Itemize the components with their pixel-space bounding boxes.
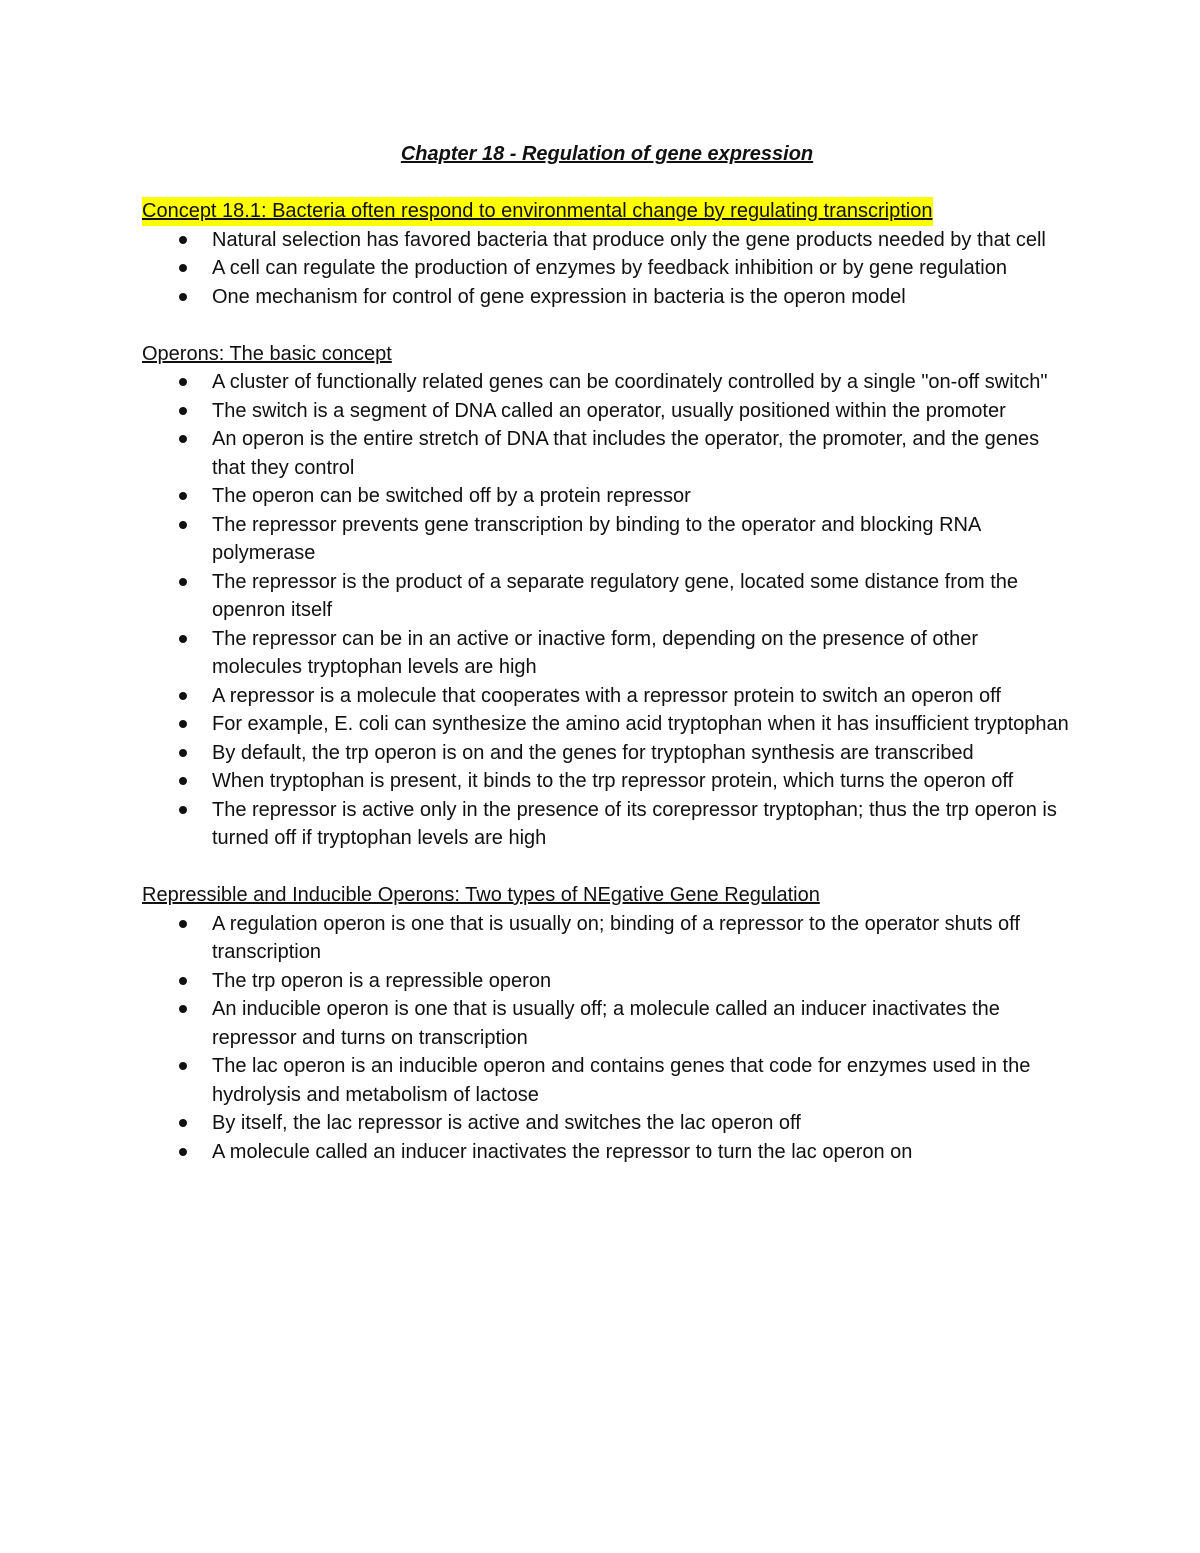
bullet-icon — [179, 777, 187, 785]
section-heading: Repressible and Inducible Operons: Two types of NEgative Gene Regulation — [142, 884, 820, 906]
bullet-icon — [179, 720, 187, 728]
list-item-text: The switch is a segment of DNA called an operator, usually positioned within the promoter — [212, 399, 1006, 422]
bullet-icon — [179, 435, 187, 443]
bullet-icon — [179, 492, 187, 500]
list-item — [142, 511, 1072, 568]
list-item — [142, 283, 1072, 312]
section-heading: Concept 18.1: Bacteria often respond to environmental change by regulating transcription — [142, 197, 933, 226]
list-item — [142, 967, 1072, 996]
list-item — [142, 710, 1072, 739]
list-item-text: A cell can regulate the production of enzymes by feedback inhibition or by gene regulation — [212, 257, 1007, 279]
list-item-text: A regulation operon is one that is usually on; binding of a repressor to the operator shuts off transcription — [212, 912, 1020, 963]
list-item-text: A repressor is a molecule that cooperates with a repressor protein to switch an operon off — [212, 684, 1001, 707]
document-title: Chapter 18 - Regulation of gene expression — [400, 143, 814, 165]
list-item — [142, 682, 1072, 711]
bullet-icon — [179, 264, 187, 272]
list-item-text: The lac operon is an inducible operon and contains genes that code for enzymes used in the hydrolysis and metabolism of lactose — [212, 1055, 1031, 1106]
bullet-icon — [179, 578, 187, 586]
list-item-text: The repressor prevents gene transcription by binding to the operator and blocking RNA polymerase — [212, 513, 981, 564]
list-item — [142, 368, 1072, 397]
bullet-icon — [179, 293, 187, 301]
list-item-text: When tryptophan is present, it binds to the trp repressor protein, which turns the operon off — [212, 770, 1014, 792]
list-item — [142, 625, 1072, 682]
list-item-text: By default, the trp operon is on and the genes for tryptophan synthesis are transcribed — [212, 741, 974, 764]
list-item-text: By itself, the lac repressor is active and switches the lac operon off — [212, 1112, 801, 1134]
bullet-icon — [179, 1148, 187, 1156]
list-item-text: A molecule called an inducer inactivates the repressor to turn the lac operon on — [212, 1140, 913, 1163]
section-heading: Operons: The basic concept — [142, 342, 392, 365]
list-item-text: The repressor is active only in the presence of its corepressor tryptophan; thus the trp operon is turned off if tryptophan levels are high — [212, 798, 1057, 849]
list-item — [142, 739, 1072, 768]
list-item — [142, 568, 1072, 625]
bullet-icon — [179, 692, 187, 700]
list-item — [142, 767, 1072, 796]
list-item-text: Natural selection has favored bacteria that produce only the gene products needed by that cell — [212, 228, 1046, 251]
bullet-icon — [179, 1005, 187, 1013]
list-item-text: An operon is the entire stretch of DNA that includes the operator, the promoter, and the genes that they control — [212, 428, 1040, 479]
bullet-icon — [179, 1062, 187, 1070]
list-item-text: One mechanism for control of gene expression in bacteria is the operon model — [212, 285, 906, 308]
list-item — [142, 397, 1072, 426]
bullet-icon — [179, 407, 187, 415]
section — [142, 197, 1072, 311]
section — [142, 881, 1072, 1166]
list-item-text: A cluster of functionally related genes can be coordinately controlled by a single "on-off switch" — [212, 371, 1048, 393]
bullet-icon — [179, 920, 187, 928]
list-item — [142, 482, 1072, 511]
list-item-text: An inducible operon is one that is usually off; a molecule called an inducer inactivates the repressor and turns on transcription — [212, 998, 1000, 1049]
list-item-text: The trp operon is a repressible operon — [212, 969, 552, 992]
bullet-icon — [179, 236, 187, 244]
list-item — [142, 254, 1072, 283]
list-item — [142, 226, 1072, 255]
bullet-icon — [179, 806, 187, 814]
bullet-icon — [179, 749, 187, 757]
list-item — [142, 796, 1072, 853]
list-item-text: The repressor can be in an active or inactive form, depending on the presence of other molecules tryptophan levels are high — [212, 627, 979, 678]
bullet-list — [142, 226, 1072, 312]
bullet-icon — [179, 635, 187, 643]
bullet-icon — [179, 1119, 187, 1127]
bullet-icon — [179, 521, 187, 529]
list-item — [142, 425, 1072, 482]
bullet-list — [142, 910, 1072, 1167]
list-item-text: The repressor is the product of a separate regulatory gene, located some distance from the openron itself — [212, 570, 1018, 621]
document-page — [142, 140, 1072, 1195]
bullet-list — [142, 368, 1072, 853]
list-item-text: For example, E. coli can synthesize the amino acid tryptophan when it has insufficient tryptophan — [212, 713, 1069, 735]
sections-container — [142, 197, 1072, 1166]
list-item — [142, 1052, 1072, 1109]
section — [142, 340, 1072, 853]
list-item — [142, 1138, 1072, 1167]
list-item — [142, 995, 1072, 1052]
list-item-text: The operon can be switched off by a protein repressor — [212, 485, 691, 507]
list-item — [142, 910, 1072, 967]
bullet-icon — [179, 977, 187, 985]
list-item — [142, 1109, 1072, 1138]
bullet-icon — [179, 378, 187, 386]
